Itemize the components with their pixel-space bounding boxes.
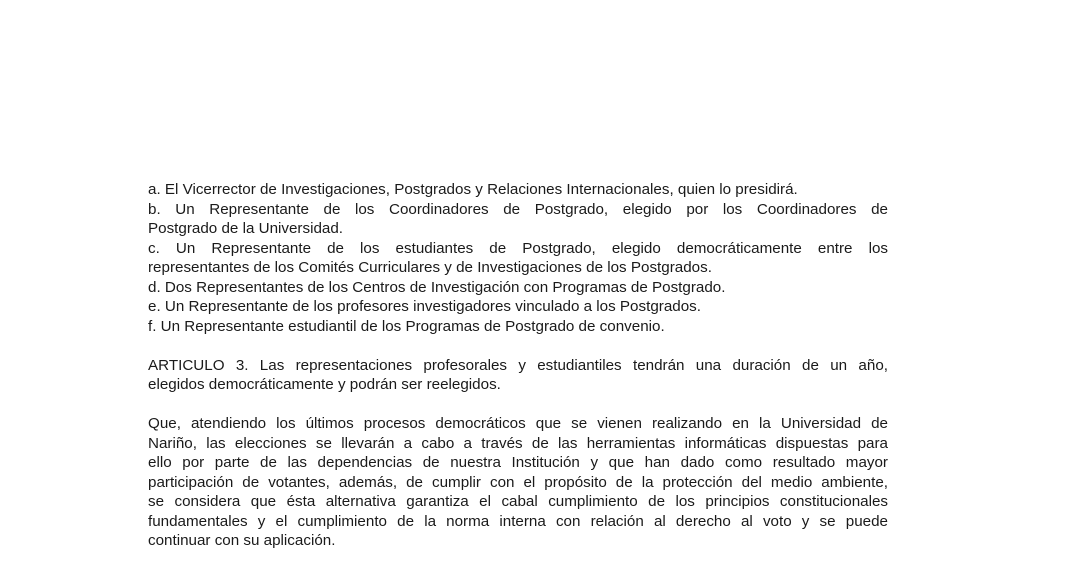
- considering-paragraph: [148, 414, 888, 551]
- considering-line-2: Nariño, las elecciones se llevarán a cabo a través de las herramientas informáticas dispuestas para: [148, 434, 888, 452]
- list-item-f: f. Un Representante estudiantil de los Programas de Postgrado de convenio.: [148, 317, 665, 335]
- considering-line-4: participación de votantes, además, de cumplir con el propósito de la protección del medio ambiente,: [148, 473, 888, 491]
- list-item-b-line-1: b. Un Representante de los Coordinadores de Postgrado, elegido por los Coordinadores de: [148, 200, 888, 218]
- paragraph-gap: [148, 336, 888, 356]
- considering-line-5: se considera que ésta alternativa garantiza el cabal cumplimiento de los principios constitucionales: [148, 493, 888, 510]
- paragraph-gap: [148, 395, 888, 415]
- list-item-b-line-2: Postgrado de la Universidad.: [148, 220, 344, 237]
- considering-line-3: ello por parte de las dependencias de nuestra Institución y que han dado como resultado mayor: [148, 454, 888, 471]
- article-3-line-2: elegidos democráticamente y podrán ser reelegidos.: [148, 376, 501, 393]
- article-3-line-1: ARTICULO 3. Las representaciones profesorales y estudiantiles tendrán una duración de un año,: [148, 356, 888, 374]
- council-members-list: [148, 180, 888, 336]
- document-body: [148, 180, 888, 551]
- list-item-a: a. El Vicerrector de Investigaciones, Postgrados y Relaciones Internacionales, quien lo presidirá.: [148, 181, 798, 198]
- list-item-c-line-1: c. Un Representante de los estudiantes de Postgrado, elegido democráticamente entre los: [148, 239, 888, 257]
- list-item-c-line-2: representantes de los Comités Curriculares y de Investigaciones de los Postgrados.: [148, 259, 712, 276]
- list-item-d: d. Dos Representantes de los Centros de Investigación con Programas de Postgrado.: [148, 278, 726, 296]
- article-3-paragraph: [148, 356, 888, 395]
- considering-line-7: continuar con su aplicación.: [148, 532, 336, 549]
- considering-line-6: fundamentales y el cumplimiento de la norma interna con relación al derecho al voto y se puede: [148, 512, 888, 530]
- list-item-e: e. Un Representante de los profesores investigadores vinculado a los Postgrados.: [148, 298, 701, 315]
- considering-line-1: Que, atendiendo los últimos procesos democráticos que se vienen realizando en la Universidad de: [148, 415, 888, 432]
